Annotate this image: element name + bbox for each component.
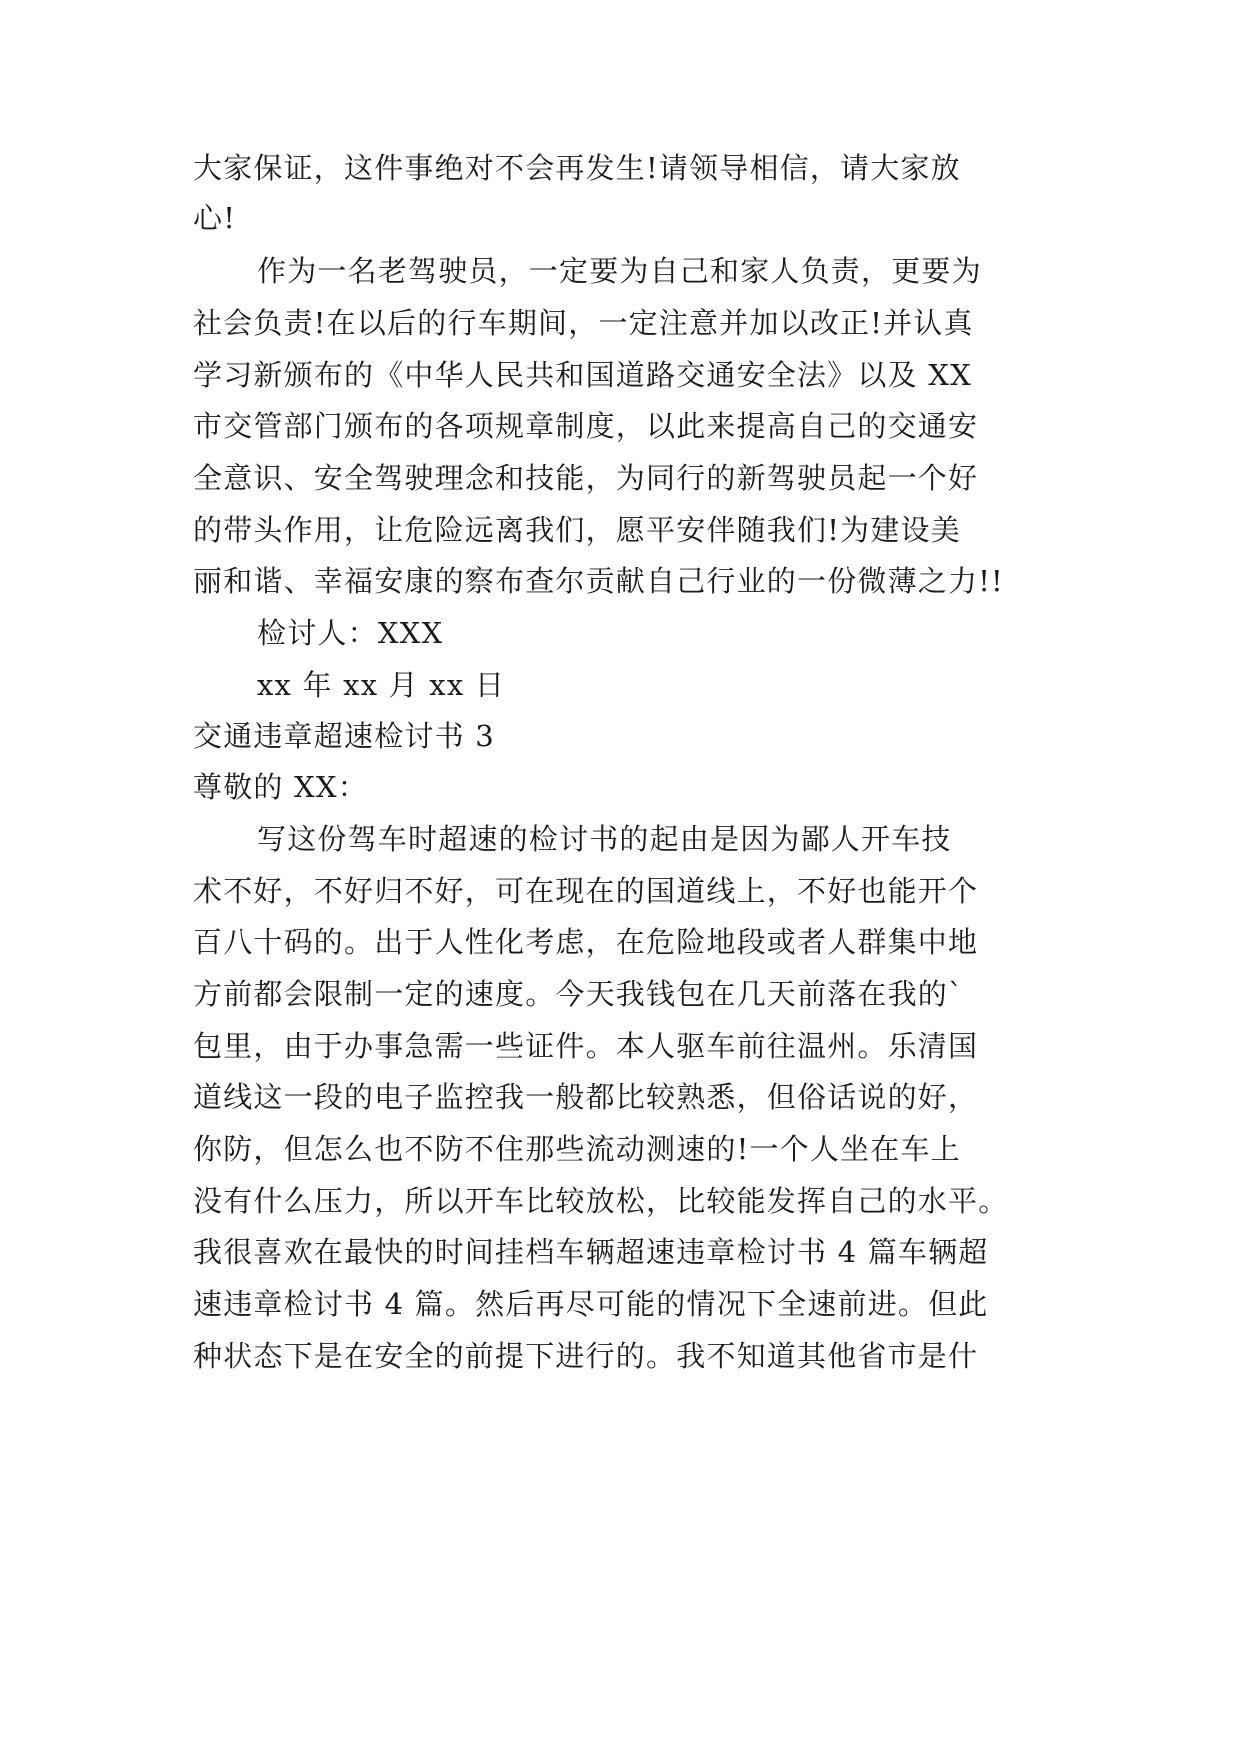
body-text-line: 我很喜欢在最快的时间挂档车辆超速违章检讨书 4 篇车辆超 [193, 1235, 989, 1269]
body-text-line: 心! [193, 201, 237, 235]
body-text-line: 百八十码的。出于人性化考虑，在危险地段或者人群集中地 [193, 925, 979, 959]
body-text-line: 全意识、安全驾驶理念和技能，为同行的新驾驶员起一个好 [193, 461, 979, 495]
date-line: xx 年 xx 月 xx 日 [257, 668, 506, 702]
body-text-line: 的带头作用，让危险远离我们，愿平安伴随我们!为建设美 [193, 513, 961, 547]
body-text-line: 市交管部门颁布的各项规章制度，以此来提高自己的交通安 [193, 409, 979, 443]
body-text-line: 你防，但怎么也不防不住那些流动测速的!一个人坐在车上 [193, 1132, 961, 1166]
body-text-line: 没有什么压力，所以开车比较放松，比较能发挥自己的水平。 [193, 1184, 1009, 1218]
body-text-line: 速违章检讨书 4 篇。然后再尽可能的情况下全速前进。但此 [193, 1287, 989, 1321]
paragraph-first-line: 作为一名老驾驶员，一定要为自己和家人负责，更要为 [257, 254, 982, 288]
paragraph-first-line: 写这份驾车时超速的检讨书的起由是因为鄙人开车技 [257, 822, 952, 856]
signature-line: 检讨人：XXX [257, 616, 444, 650]
section-title: 交通违章超速检讨书 3 [193, 719, 495, 753]
body-text-line: 大家保证，这件事绝对不会再发生!请领导相信，请大家放 [193, 151, 961, 185]
body-text-line: 社会负责!在以后的行车期间，一定注意并加以改正!并认真 [193, 306, 974, 340]
salutation: 尊敬的 XX： [193, 770, 368, 804]
body-text-line: 道线这一段的电子监控我一般都比较熟悉，但俗话说的好， [193, 1080, 979, 1114]
body-text-line: 包里，由于办事急需一些证件。本人驱车前往温州。乐清国 [193, 1029, 979, 1063]
body-text-line: 丽和谐、幸福安康的察布查尔贡献自己行业的一份微薄之力!! [193, 564, 1004, 598]
body-text-line: 种状态下是在安全的前提下进行的。我不知道其他省市是什 [193, 1339, 979, 1373]
body-text-line: 术不好，不好归不好，可在现在的国道线上，不好也能开个 [193, 874, 979, 908]
body-text-line: 方前都会限制一定的速度。今天我钱包在几天前落在我的` [193, 977, 964, 1011]
body-text-line: 学习新颁布的《中华人民共和国道路交通安全法》以及 XX [193, 358, 972, 392]
